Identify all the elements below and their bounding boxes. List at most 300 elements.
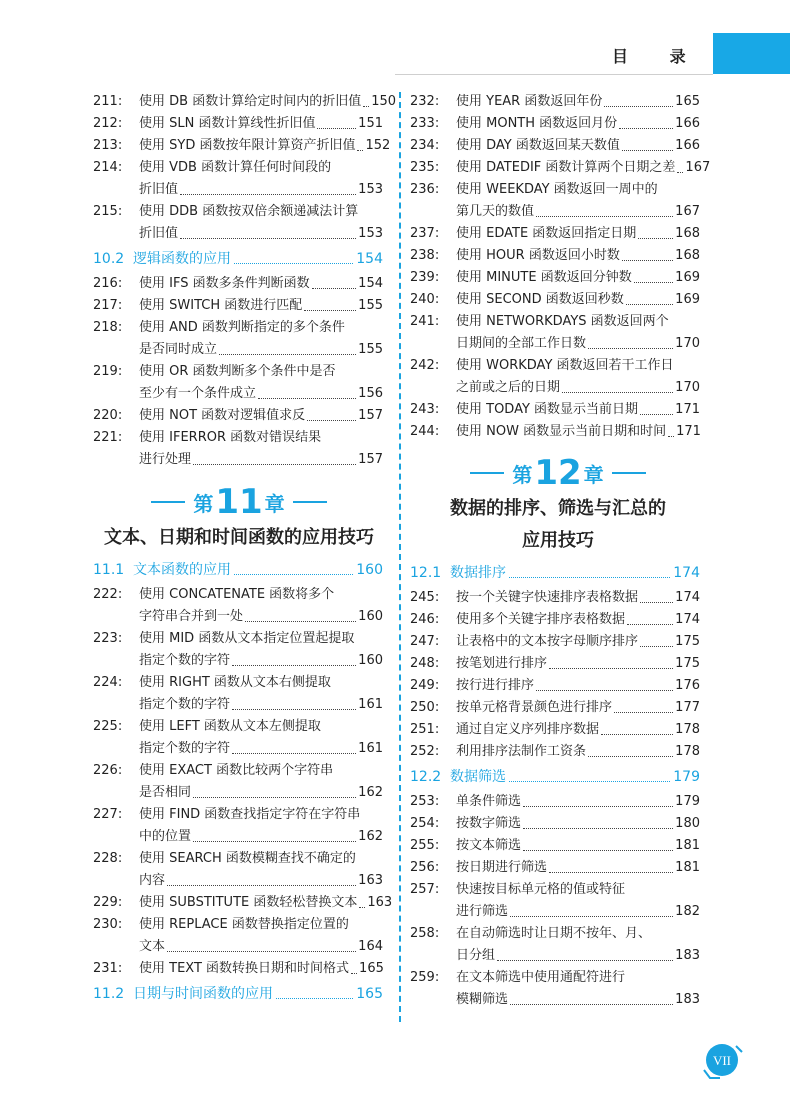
toc-entry-continuation[interactable] — [410, 901, 700, 923]
entry-title: 使用 EXACT 函数比较两个字符串 — [139, 763, 334, 778]
entry-number: 216: — [93, 276, 123, 291]
entry-page: 160 — [358, 609, 383, 624]
leader-dots — [588, 333, 673, 349]
toc-entry-continuation[interactable] — [93, 223, 383, 245]
entry-title: 使用 DATEDIF 函数计算两个日期之差 — [456, 160, 676, 175]
leader-dots — [167, 936, 356, 952]
entry-title: 第几天的数值 — [456, 204, 535, 219]
entry-number: 238: — [410, 248, 440, 263]
entry-number: 221: — [93, 430, 123, 445]
leader-dots — [497, 945, 673, 961]
entry-title: 让表格中的文本按字母顺序排序 — [456, 634, 639, 649]
toc-entry[interactable] — [93, 317, 383, 339]
chapter-title-line-2: 应用技巧 — [522, 530, 594, 551]
toc-entry[interactable] — [410, 223, 700, 245]
toc-entry[interactable] — [93, 892, 393, 914]
entry-number: 239: — [410, 270, 440, 285]
toc-entry[interactable] — [410, 587, 700, 609]
entry-title: 指定个数的字符 — [139, 741, 231, 756]
entry-title: 使用 IFS 函数多条件判断函数 — [139, 276, 310, 291]
toc-entry-continuation[interactable] — [93, 606, 383, 628]
leader-dots — [276, 982, 353, 999]
entry-title: 使用 SLN 函数计算线性折旧值 — [139, 116, 316, 131]
entry-title: 使用 OR 函数判断多个条件中是否 — [139, 364, 336, 379]
leader-dots — [510, 901, 673, 917]
entry-page: 163 — [358, 873, 383, 888]
entry-page: 174 — [675, 612, 700, 627]
toc-entry-continuation[interactable] — [410, 989, 700, 1011]
toc-entry[interactable] — [410, 813, 700, 835]
toc-entry[interactable] — [93, 958, 383, 980]
entry-title: 至少有一个条件成立 — [139, 386, 257, 401]
leader-dots — [180, 223, 356, 239]
entry-title: 使用 CONCATENATE 函数将多个 — [139, 587, 335, 602]
toc-entry[interactable] — [93, 584, 383, 606]
entry-title: 按单元格背景颜色进行排序 — [456, 700, 613, 715]
toc-entry[interactable] — [93, 295, 383, 317]
toc-entry[interactable] — [410, 135, 700, 157]
entry-page: 156 — [358, 386, 383, 401]
entry-page: 165 — [359, 961, 384, 976]
toc-entry-continuation[interactable] — [93, 738, 383, 760]
toc-entry[interactable] — [93, 914, 383, 936]
entry-number: 245: — [410, 590, 440, 605]
entry-page: 153 — [358, 226, 383, 241]
entry-page: 183 — [675, 992, 700, 1007]
entry-page: 153 — [358, 182, 383, 197]
leader-dots — [234, 247, 353, 264]
section-number: 11.2 — [93, 986, 125, 1002]
chapter-suffix: 章 — [583, 462, 604, 487]
chapter-number: 12 — [534, 453, 582, 493]
toc-entry[interactable] — [93, 361, 383, 383]
entry-page: 174 — [675, 590, 700, 605]
chapter-prefix: 第 — [512, 462, 533, 487]
entry-page: 165 — [675, 94, 700, 109]
leader-dots — [562, 377, 673, 393]
toc-left-top — [93, 91, 397, 471]
entry-title: 使用 YEAR 函数返回年份 — [456, 94, 603, 109]
entry-number: 214: — [93, 160, 123, 175]
chapter-11-heading — [79, 482, 399, 554]
entry-number: 252: — [410, 744, 440, 759]
entry-page: 162 — [358, 829, 383, 844]
entry-title: 使用 DB 函数计算给定时间内的折旧值 — [139, 94, 362, 109]
entry-page: 170 — [675, 336, 700, 351]
toc-entry-continuation[interactable] — [410, 945, 700, 967]
entry-page: 166 — [675, 138, 700, 153]
header-accent-bar — [713, 33, 790, 74]
toc-entry-continuation[interactable] — [93, 339, 383, 361]
toc-entry-continuation[interactable] — [93, 179, 383, 201]
entry-title: 在文本筛选中使用通配符进行 — [456, 970, 626, 985]
entry-number: 234: — [410, 138, 440, 153]
entry-title: 使用 DAY 函数返回某天数值 — [456, 138, 620, 153]
entry-page: 161 — [358, 697, 383, 712]
leader-dots — [317, 113, 356, 129]
toc-entry[interactable] — [93, 672, 383, 694]
toc-entry-continuation[interactable] — [410, 201, 700, 223]
entry-number: 247: — [410, 634, 440, 649]
entry-title: 使用 SYD 函数按年限计算资产折旧值 — [139, 138, 356, 153]
section-page: 174 — [673, 565, 700, 581]
entry-title: 指定个数的字符 — [139, 653, 231, 668]
entry-page: 152 — [365, 138, 391, 153]
entry-number: 250: — [410, 700, 440, 715]
entry-title: 折旧值 — [139, 226, 179, 241]
entry-number: 259: — [410, 970, 440, 985]
leader-dots — [638, 223, 673, 239]
toc-entry[interactable] — [410, 311, 700, 333]
entry-number: 229: — [93, 895, 123, 910]
entry-title: 之前或之后的日期 — [456, 380, 561, 395]
entry-title: 指定个数的字符 — [139, 697, 231, 712]
leader-dots — [523, 813, 673, 829]
entry-title: 使用 MID 函数从文本指定位置起提取 — [139, 631, 355, 646]
entry-number: 257: — [410, 882, 440, 897]
entry-number: 231: — [93, 961, 123, 976]
section-page: 179 — [673, 769, 700, 785]
entry-page: 176 — [675, 678, 700, 693]
toc-entry[interactable] — [410, 697, 700, 719]
entry-number: 235: — [410, 160, 440, 175]
toc-section-heading[interactable] — [93, 247, 383, 271]
leader-dots — [232, 694, 356, 710]
toc-entry[interactable] — [93, 91, 397, 113]
entry-title: 使用 DDB 函数按双倍余额递减法计算 — [139, 204, 359, 219]
entry-page: 179 — [675, 794, 700, 809]
entry-title: 模糊筛选 — [456, 992, 509, 1007]
entry-number: 242: — [410, 358, 440, 373]
leader-dots — [668, 421, 674, 437]
entry-page: 177 — [675, 700, 700, 715]
leader-dots — [357, 135, 363, 151]
entry-title: 使用 HOUR 函数返回小时数 — [456, 248, 620, 263]
entry-title: 是否同时成立 — [139, 342, 218, 357]
entry-title: 日分组 — [456, 948, 496, 963]
entry-title: 使用 MINUTE 函数返回分钟数 — [456, 270, 632, 285]
toc-entry[interactable] — [410, 245, 700, 267]
entry-number: 211: — [93, 94, 123, 109]
section-title: 逻辑函数的应用 — [133, 251, 231, 267]
entry-title: 通过自定义序列排序数据 — [456, 722, 600, 737]
leader-dots — [536, 675, 673, 691]
toc-section-heading[interactable] — [410, 561, 700, 585]
chapter-dash-left — [151, 501, 185, 503]
toc-section-heading[interactable] — [93, 982, 383, 1006]
entry-title: 进行处理 — [139, 452, 192, 467]
toc-entry-continuation[interactable] — [410, 377, 700, 399]
leader-dots — [549, 653, 673, 669]
toc-left-bottom — [93, 556, 393, 1008]
toc-entry[interactable] — [410, 675, 700, 697]
entry-page: 151 — [358, 116, 383, 131]
entry-title: 使用 TEXT 函数转换日期和时间格式 — [139, 961, 350, 976]
entry-number: 243: — [410, 402, 440, 417]
entry-title: 使用多个关键字排序表格数据 — [456, 612, 626, 627]
chapter-suffix: 章 — [264, 491, 285, 516]
leader-dots — [312, 273, 357, 289]
toc-entry[interactable] — [93, 848, 383, 870]
entry-number: 225: — [93, 719, 123, 734]
leader-dots — [601, 719, 673, 735]
entry-title: 使用 SEARCH 函数模糊查找不确定的 — [139, 851, 356, 866]
chapter-title-line-1: 数据的排序、筛选与汇总的 — [450, 498, 666, 519]
entry-page: 168 — [675, 248, 700, 263]
entry-title: 使用 SECOND 函数返回秒数 — [456, 292, 624, 307]
section-page: 165 — [356, 986, 383, 1002]
entry-page: 160 — [358, 653, 383, 668]
entry-title: 使用 EDATE 函数返回指定日期 — [456, 226, 637, 241]
entry-page: 178 — [675, 722, 700, 737]
entry-number: 251: — [410, 722, 440, 737]
toc-entry-continuation[interactable] — [93, 826, 383, 848]
entry-page: 183 — [675, 948, 700, 963]
entry-title: 使用 NOT 函数对逻辑值求反 — [139, 408, 306, 423]
toc-entry[interactable] — [410, 653, 700, 675]
leader-dots — [351, 958, 357, 974]
entry-title: 使用 VDB 函数计算任何时间段的 — [139, 160, 332, 175]
leader-dots — [509, 561, 670, 578]
entry-page: 170 — [675, 380, 700, 395]
entry-page: 169 — [675, 292, 700, 307]
entry-number: 236: — [410, 182, 440, 197]
toc-entry[interactable] — [410, 719, 700, 741]
entry-title: 使用 REPLACE 函数替换指定位置的 — [139, 917, 349, 932]
entry-number: 249: — [410, 678, 440, 693]
entry-page: 162 — [358, 785, 383, 800]
leader-dots — [677, 157, 683, 173]
entry-title: 使用 SUBSTITUTE 函数轻松替换文本 — [139, 895, 358, 910]
entry-number: 228: — [93, 851, 123, 866]
entry-title: 按笔划进行排序 — [456, 656, 548, 671]
leader-dots — [627, 609, 673, 625]
entry-title: 按一个关键字快速排序表格数据 — [456, 590, 639, 605]
entry-title: 使用 FIND 函数查找指定字符在字符串 — [139, 807, 361, 822]
entry-number: 230: — [93, 917, 123, 932]
leader-dots — [640, 399, 673, 415]
toc-entry[interactable] — [410, 631, 700, 653]
leader-dots — [619, 113, 673, 129]
entry-title: 在自动筛选时让日期不按年、月、 — [456, 926, 652, 941]
leader-dots — [234, 558, 353, 575]
entry-page: 166 — [675, 116, 700, 131]
toc-entry[interactable] — [410, 355, 700, 377]
section-title: 文本函数的应用 — [133, 562, 231, 578]
entry-number: 244: — [410, 424, 440, 439]
entry-page: 167 — [675, 204, 700, 219]
entry-page: 169 — [675, 270, 700, 285]
toc-section-heading[interactable] — [410, 765, 700, 789]
entry-number: 217: — [93, 298, 123, 313]
toc-entry[interactable] — [410, 157, 711, 179]
toc-entry[interactable] — [410, 791, 700, 813]
toc-entry[interactable] — [410, 179, 700, 201]
entry-title: 使用 SWITCH 函数进行匹配 — [139, 298, 303, 313]
toc-entry-continuation[interactable] — [93, 449, 383, 471]
entry-page: 178 — [675, 744, 700, 759]
chapter-title: 文本、日期和时间函数的应用技巧 — [104, 527, 374, 548]
leader-dots — [604, 91, 673, 107]
chapter-dash-left — [470, 472, 504, 474]
toc-entry[interactable] — [93, 273, 383, 295]
entry-title: 使用 NOW 函数显示当前日期和时间 — [456, 424, 667, 439]
entry-title: 按数字筛选 — [456, 816, 522, 831]
page-number: VII — [712, 1053, 732, 1068]
toc-entry[interactable] — [410, 113, 700, 135]
leader-dots — [232, 738, 356, 754]
toc-entry-continuation[interactable] — [93, 650, 383, 672]
leader-dots — [523, 791, 673, 807]
toc-entry-continuation[interactable] — [93, 782, 383, 804]
entry-number: 223: — [93, 631, 123, 646]
toc-section-heading[interactable] — [93, 558, 383, 582]
entry-title: 日期间的全部工作日数 — [456, 336, 587, 351]
leader-dots — [626, 289, 673, 305]
toc-entry[interactable] — [93, 760, 383, 782]
toc-entry-continuation[interactable] — [93, 870, 383, 892]
toc-entry[interactable] — [93, 157, 383, 179]
entry-title: 单条件筛选 — [456, 794, 522, 809]
toc-entry[interactable] — [410, 741, 700, 763]
toc-entry[interactable] — [410, 267, 700, 289]
toc-entry[interactable] — [93, 716, 383, 738]
toc-entry[interactable] — [410, 923, 700, 945]
leader-dots — [193, 826, 356, 842]
leader-dots — [640, 631, 673, 647]
toc-entry-continuation[interactable] — [410, 333, 700, 355]
entry-title: 使用 TODAY 函数显示当前日期 — [456, 402, 639, 417]
toc-entry[interactable] — [410, 967, 700, 989]
entry-title: 进行筛选 — [456, 904, 509, 919]
entry-number: 232: — [410, 94, 440, 109]
entry-number: 224: — [93, 675, 123, 690]
chapter-number: 11 — [215, 482, 263, 522]
entry-page: 157 — [358, 408, 383, 423]
leader-dots — [549, 857, 673, 873]
leader-dots — [193, 449, 356, 465]
chapter-prefix: 第 — [193, 491, 214, 516]
entry-number: 233: — [410, 116, 440, 131]
toc-right-bottom — [410, 559, 700, 1011]
header-rule — [395, 74, 713, 75]
leader-dots — [509, 765, 670, 782]
toc-entry[interactable] — [410, 879, 700, 901]
toc-entry[interactable] — [93, 135, 391, 157]
toc-entry-continuation[interactable] — [93, 383, 383, 405]
entry-number: 256: — [410, 860, 440, 875]
section-number: 11.1 — [93, 562, 125, 578]
entry-number: 241: — [410, 314, 440, 329]
entry-number: 218: — [93, 320, 123, 335]
entry-number: 240: — [410, 292, 440, 307]
toc-entry[interactable] — [93, 804, 383, 826]
entry-page: 181 — [675, 838, 700, 853]
leader-dots — [307, 405, 356, 421]
entry-page: 155 — [358, 342, 383, 357]
toc-entry[interactable] — [93, 427, 383, 449]
toc-entry[interactable] — [93, 113, 383, 135]
entry-title: 按文本筛选 — [456, 838, 522, 853]
leader-dots — [180, 179, 356, 195]
entry-number: 253: — [410, 794, 440, 809]
entry-number: 248: — [410, 656, 440, 671]
leader-dots — [510, 989, 673, 1005]
entry-page: 164 — [358, 939, 383, 954]
entry-number: 246: — [410, 612, 440, 627]
entry-page: 161 — [358, 741, 383, 756]
entry-title: 使用 RIGHT 函数从文本右侧提取 — [139, 675, 331, 690]
toc-entry[interactable] — [410, 91, 700, 113]
leader-dots — [359, 892, 365, 908]
entry-title: 使用 MONTH 函数返回月份 — [456, 116, 618, 131]
toc-entry[interactable] — [410, 609, 700, 631]
toc-entry[interactable] — [410, 399, 700, 421]
toc-entry-continuation[interactable] — [93, 936, 383, 958]
entry-title: 中的位置 — [139, 829, 192, 844]
leader-dots — [640, 587, 673, 603]
section-number: 10.2 — [93, 251, 125, 267]
entry-page: 157 — [358, 452, 383, 467]
badge-tick-icon — [736, 1046, 742, 1052]
leader-dots — [363, 91, 369, 107]
toc-entry[interactable] — [410, 857, 700, 879]
section-page: 160 — [356, 562, 383, 578]
toc-entry[interactable] — [410, 289, 700, 311]
entry-page: 175 — [675, 656, 700, 671]
entry-page: 150 — [371, 94, 397, 109]
entry-title: 按日期进行筛选 — [456, 860, 548, 875]
toc-entry[interactable] — [93, 201, 383, 223]
entry-title: 按行进行排序 — [456, 678, 535, 693]
toc-entry[interactable] — [93, 405, 383, 427]
entry-number: 254: — [410, 816, 440, 831]
page-header-title: 目 录 — [612, 47, 704, 66]
entry-title: 字符串合并到一处 — [139, 609, 244, 624]
entry-number: 226: — [93, 763, 123, 778]
leader-dots — [258, 383, 356, 399]
entry-title: 使用 IFERROR 函数对错误结果 — [139, 430, 322, 445]
entry-title: 使用 LEFT 函数从文本左侧提取 — [139, 719, 321, 734]
chapter-12-heading — [398, 453, 718, 557]
toc-entry[interactable] — [93, 628, 383, 650]
entry-number: 220: — [93, 408, 123, 423]
section-page: 154 — [356, 251, 383, 267]
entry-page: 167 — [685, 160, 711, 175]
leader-dots — [588, 741, 673, 757]
entry-title: 使用 WORKDAY 函数返回若干工作日 — [456, 358, 674, 373]
toc-entry[interactable] — [410, 421, 700, 443]
toc-entry[interactable] — [410, 835, 700, 857]
toc-right-top — [410, 91, 711, 443]
entry-page: 182 — [675, 904, 700, 919]
leader-dots — [219, 339, 356, 355]
entry-title: 折旧值 — [139, 182, 179, 197]
entry-page: 171 — [675, 402, 700, 417]
leader-dots — [304, 295, 356, 311]
leader-dots — [634, 267, 673, 283]
page-number-badge — [700, 1040, 744, 1080]
entry-page: 180 — [675, 816, 700, 831]
entry-page: 171 — [676, 424, 701, 439]
entry-page: 154 — [358, 276, 383, 291]
entry-page: 163 — [367, 895, 393, 910]
leader-dots — [523, 835, 673, 851]
section-number: 12.1 — [410, 565, 442, 581]
toc-entry-continuation[interactable] — [93, 694, 383, 716]
entry-title: 文本 — [139, 939, 166, 954]
entry-title: 快速按目标单元格的值或特征 — [456, 882, 626, 897]
